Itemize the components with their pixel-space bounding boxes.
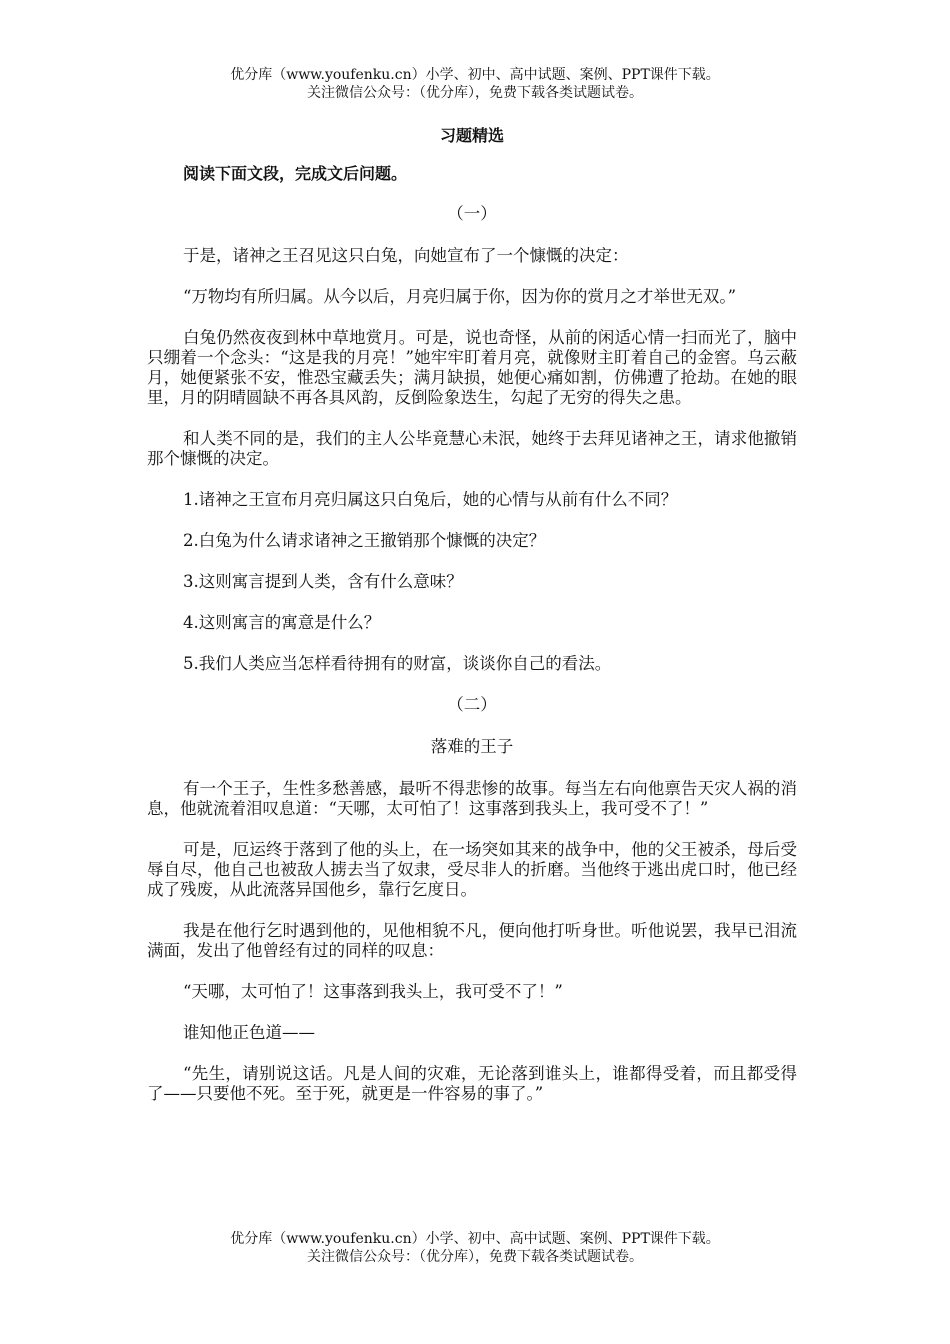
paragraph: “天哪，太可怕了！这事落到我头上，我可受不了！” (183, 982, 563, 1001)
section-1-label: （一） (447, 204, 497, 223)
paragraph: “先生，请别说这话。凡是人间的灾难，无论落到谁头上，谁都得受着，而且都受得了——只要他不死。至于死，就更是一件容易的事了。” (147, 1064, 797, 1103)
paragraph: “万物均有所归属。从今以后，月亮归属于你，因为你的赏月之才举世无双。” (183, 287, 737, 306)
document-body (147, 126, 797, 1125)
question: 1.诸神之王宣布月亮归属这只白兔后，她的心情与从前有什么不同？ (183, 490, 678, 509)
header-line-2: 关注微信公众号：（优分库），免费下载各类试题试卷。 (307, 85, 643, 101)
footer-line-1: 优分库（www.youfenku.cn）小学、初中、高中试题、案例、PPT课件下载。 (230, 1231, 720, 1247)
question: 2.白兔为什么请求诸神之王撤销那个慷慨的决定？ (183, 531, 546, 550)
page-title: 习题精选 (439, 126, 504, 145)
paragraph: 于是，诸神之王召见这只白兔，向她宣布了一个慷慨的决定： (183, 246, 629, 265)
paragraph: 白兔仍然夜夜到林中草地赏月。可是，说也奇怪，从前的闲适心情一扫而光了，脑中只绷着一个念头：“这是我的月亮！”她牢牢盯着月亮，就像财主盯着自己的金窖。乌云蔽月，她便紧张不安，惟恐宝藏丢失；满月缺损，她便心痛如割，仿佛遭了抢劫。在她的眼里，月的阴晴圆缺不再各具风韵，反倒险象迭生，勾起了无穷的得失之患。 (147, 328, 797, 407)
paragraph: 有一个王子，生性多愁善感，最听不得悲惨的故事。每当左右向他禀告天灾人祸的消息，他就流着泪叹息道：“天哪，太可怕了！这事落到我头上，我可受不了！” (147, 779, 797, 818)
paragraph: 和人类不同的是，我们的主人公毕竟慧心未泯，她终于去拜见诸神之王，请求他撤销那个慷慨的决定。 (147, 429, 797, 468)
question: 4.这则寓言的寓意是什么？ (183, 613, 381, 632)
header-line-1: 优分库（www.youfenku.cn）小学、初中、高中试题、案例、PPT课件下载。 (230, 67, 720, 83)
page-footer (0, 1230, 950, 1266)
paragraph: 我是在他行乞时遇到他的，见他相貌不凡，便向他打听身世。听他说罢，我早已泪流满面，发出了他曾经有过的同样的叹息： (147, 921, 797, 960)
question: 3.这则寓言提到人类，含有什么意味？ (183, 572, 463, 591)
instruction: 阅读下面文段，完成文后问题。 (183, 164, 408, 183)
page-header (0, 66, 950, 102)
footer-line-2: 关注微信公众号：（优分库），免费下载各类试题试卷。 (307, 1249, 643, 1265)
section-2-label: （二） (447, 695, 497, 714)
paragraph: 可是，厄运终于落到了他的头上，在一场突如其来的战争中，他的父王被杀，母后受辱自尽，他自己也被敌人掳去当了奴隶，受尽非人的折磨。当他终于逃出虎口时，他已经成了残废，从此流落异国他乡，靠行乞度日。 (147, 840, 797, 899)
question: 5.我们人类应当怎样看待拥有的财富，谈谈你自己的看法。 (183, 654, 612, 673)
section-2-title: 落难的王子 (430, 737, 514, 756)
paragraph: 谁知他正色道—— (183, 1023, 315, 1042)
